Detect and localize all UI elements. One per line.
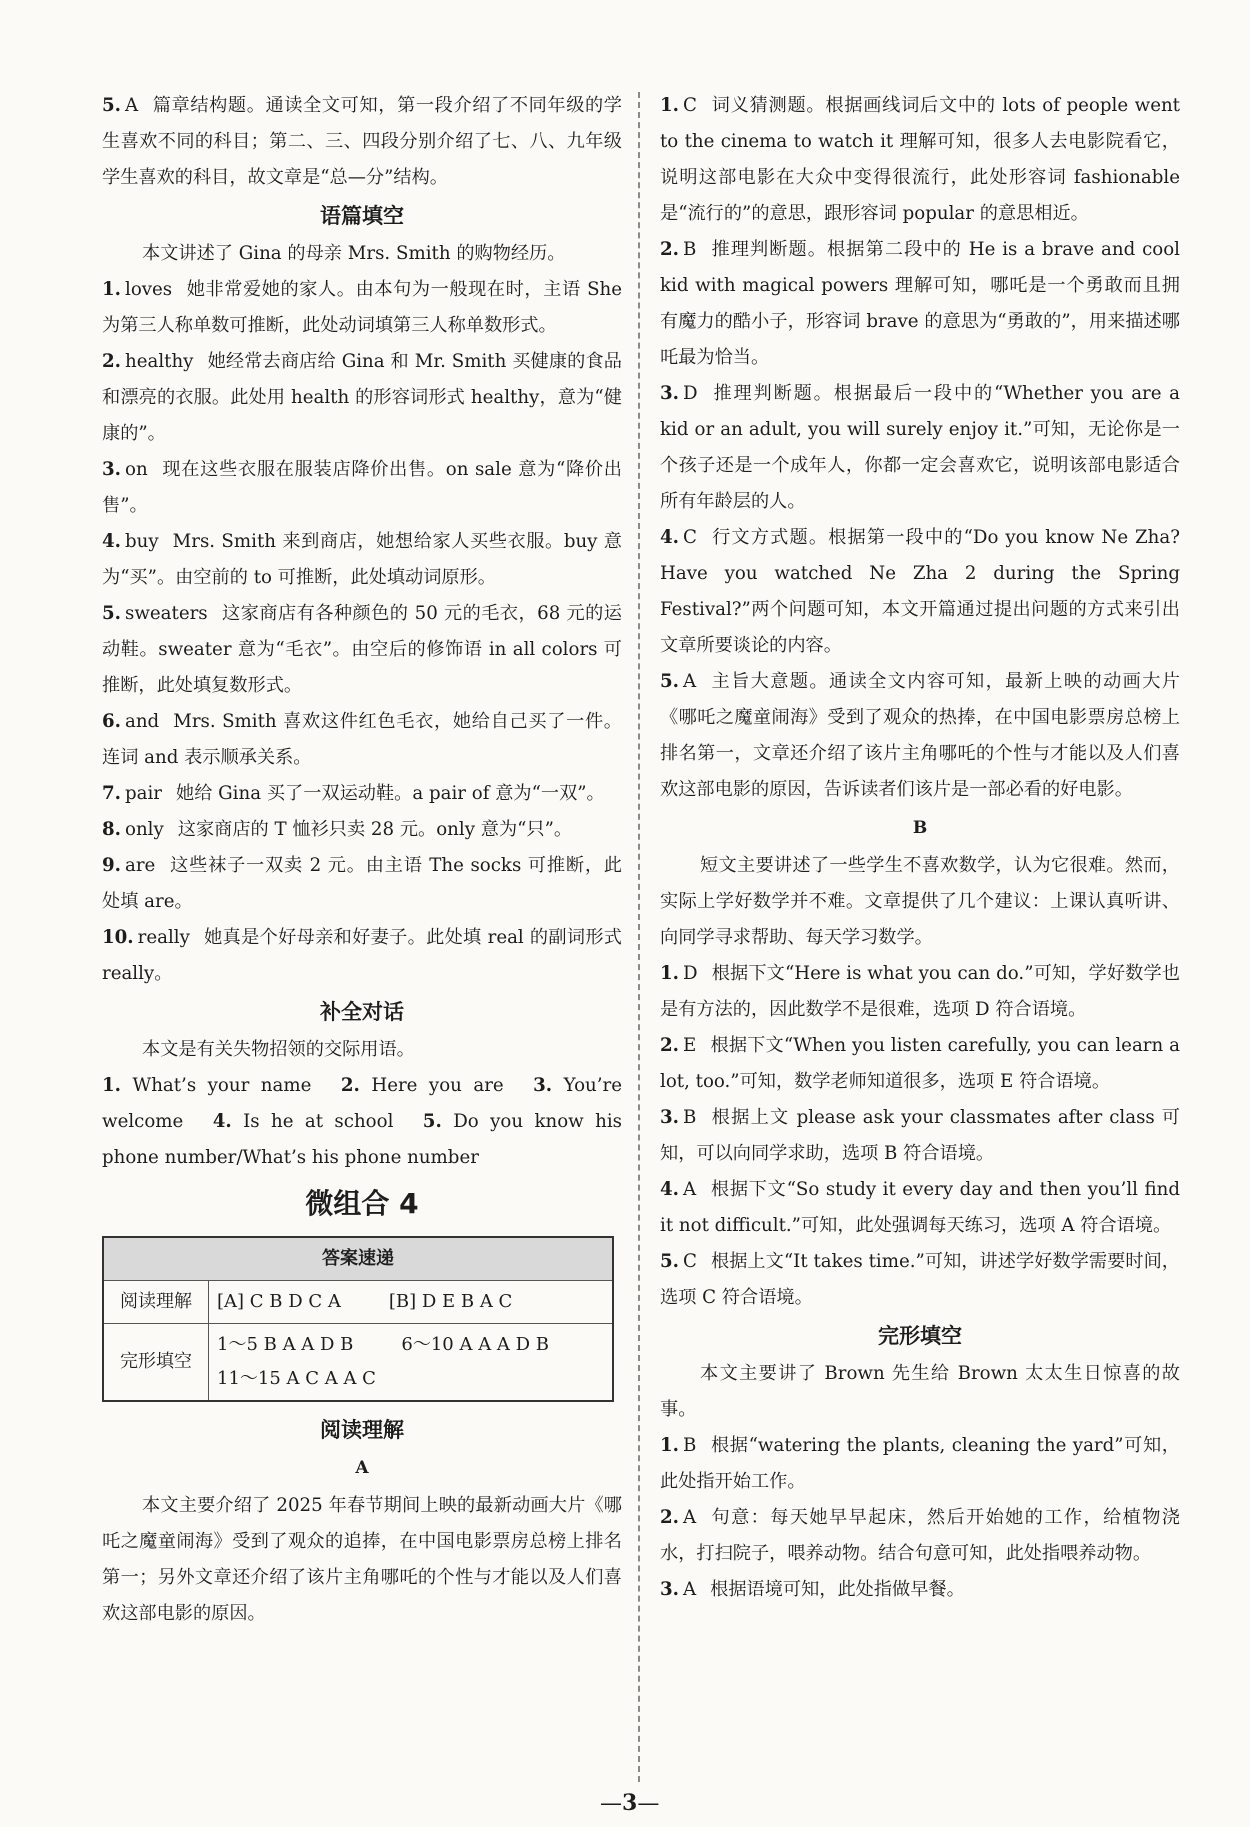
item-answer: E (683, 1035, 697, 1056)
item-number: 4. (660, 1179, 679, 1200)
item-number: 3. (660, 1107, 679, 1128)
answer-item (102, 272, 622, 344)
item-answer: are (125, 855, 156, 876)
item-answer: only (125, 819, 164, 840)
answer-item (660, 1172, 1180, 1244)
item-explanation: 推理判断题。根据第二段中的 He is a brave and cool kid with magical powers 理解可知，哪吒是一个勇敢而且拥有魔力的酷小子，形容词 brave 的意思为“勇敢的”，用来描述哪吒最为恰当。 (660, 239, 1180, 368)
item-explanation: 这家商店有各种颜色的 50 元的毛衣，68 元的运动鞋。sweater 意为“毛衣”。由空后的修饰语 in all colors 可推断，此处填复数形式。 (102, 603, 622, 696)
item-answer: A (683, 1179, 697, 1200)
page-number: — 3 — (600, 1790, 659, 1816)
cloze-items (660, 1428, 1180, 1608)
answer-item (660, 956, 1180, 1028)
section-title: 补全对话 (320, 1000, 404, 1024)
item-explanation: Mrs. Smith 喜欢这件红色毛衣，她给自己买了一件。连词 and 表示顺承关系。 (102, 711, 622, 768)
item-number: 2. (660, 1507, 679, 1528)
item-answer: A (683, 1507, 697, 1528)
item-number: 3. (660, 1579, 679, 1600)
item-number: 5. (102, 603, 121, 624)
item-number: 3. (660, 383, 679, 404)
item-number: 5. (660, 1251, 679, 1272)
item-answer: B (683, 1107, 697, 1128)
answer-item (102, 920, 622, 992)
answer-table (102, 1236, 614, 1402)
group-title: 微组合 4 (305, 1187, 419, 1220)
answer-item (102, 344, 622, 452)
item-answer: sweaters (125, 603, 208, 624)
item-answer: C (683, 95, 697, 116)
item-answer: A (683, 1579, 697, 1600)
answer-item (102, 524, 622, 596)
answer-item (660, 1428, 1180, 1500)
item-explanation: 词义猜测题。根据画线词后文中的 lots of people went to the cinema to watch it 理解可知，很多人去电影院看它，说明这部电影在大众中变得很流行，此处形容词 fashionable 是“流行的”的意思，跟形容词 popular 的意思相近。 (660, 95, 1180, 224)
answer-item (102, 704, 622, 776)
partA-items (660, 88, 1180, 808)
item-answer: pair (125, 783, 162, 804)
answer-table-header: 答案速递 (103, 1237, 613, 1281)
answer-item: 5. A 篇章结构题。通读全文可知，第一段介绍了不同年级的学生喜欢不同的科目；第二、三、四段分别介绍了七、八、九年级学生喜欢的科目，故文章是“总—分”结构。 (102, 95, 622, 188)
item-answer: D (683, 963, 698, 984)
answer-item (660, 1572, 1180, 1608)
answer-item (102, 452, 622, 524)
left-column (102, 88, 622, 1632)
item-number: 10. (102, 927, 134, 948)
answer-item (660, 1100, 1180, 1172)
item-explanation: 现在这些衣服在服装店降价出售。on sale 意为“降价出售”。 (102, 459, 622, 516)
item-explanation: 根据上文 please ask your classmates after class 可知，可以向同学求助，选项 B 符合语境。 (660, 1107, 1180, 1164)
item-answer: B (683, 1435, 697, 1456)
answer-item (660, 1028, 1180, 1100)
item-explanation: 她经常去商店给 Gina 和 Mr. Smith 买健康的食品和漂亮的衣服。此处用 health 的形容词形式 healthy，意为“健康的”。 (102, 351, 622, 444)
answer-item (102, 776, 622, 812)
item-answer: on (125, 459, 148, 480)
row-label: 完形填空 (103, 1324, 209, 1402)
section-title: 语篇填空 (320, 204, 404, 228)
item-explanation: 句意：每天她早早起床，然后开始她的工作，给植物浇水，打扫院子，喂养动物。结合句意可知，此处指喂养动物。 (660, 1507, 1180, 1564)
item-number: 8. (102, 819, 121, 840)
item-number: 1. (660, 95, 679, 116)
item-explanation: 她真是个好母亲和好妻子。此处填 real 的副词形式 really。 (102, 927, 622, 984)
item-explanation: 根据“watering the plants, cleaning the yard”可知，此处指开始工作。 (660, 1435, 1180, 1492)
item-number: 6. (102, 711, 121, 732)
item-explanation: 她非常爱她的家人。由本句为一般现在时，主语 She 为第三人称单数可推断，此处动词填第三人称单数形式。 (102, 279, 622, 336)
item-number: 3. (102, 459, 121, 480)
item-explanation: 根据下文“So study it every day and then you’ll find it not difficult.”可知，此处强调每天练习，选项 A 符合语境。 (660, 1179, 1180, 1236)
section-intro: 本文是有关失物招领的交际用语。 (142, 1039, 415, 1060)
row-values: 1～5 B A A D B 6～10 A A A D B 11～15 A C A A C (209, 1324, 614, 1402)
section-intro: 短文主要讲述了一些学生不喜欢数学，认为它很难。然而，实际上学好数学并不难。文章提供了几个建议：上课认真听讲、向同学寻求帮助、每天学习数学。 (660, 855, 1180, 948)
item-number: 7. (102, 783, 121, 804)
subsection-label: A (355, 1458, 369, 1478)
section1-items (102, 272, 622, 992)
row-values: [A] C B D C A [B] D E B A C (209, 1281, 614, 1324)
item-explanation: 这些袜子一双卖 2 元。由主语 The socks 可推断，此处填 are。 (102, 855, 622, 912)
item-answer: C (683, 527, 697, 548)
answer-item (660, 88, 1180, 232)
section-intro: 本文讲述了 Gina 的母亲 Mrs. Smith 的购物经历。 (142, 243, 566, 264)
item-explanation: 行文方式题。根据第一段中的“Do you know Ne Zha? Have you watched Ne Zha 2 during the Spring Festival?”两个问题可知，本文开篇通过提出问题的方式来引出文章所要谈论的内容。 (660, 527, 1180, 656)
section-intro: 本文主要介绍了 2025 年春节期间上映的最新动画大片《哪吒之魔童闹海》受到了观众的追捧，在中国电影票房总榜上排名第一；另外文章还介绍了该片主角哪吒的个性与才能以及人们喜欢这部电影的原因。 (102, 1495, 622, 1624)
item-number: 9. (102, 855, 121, 876)
answer-item (102, 848, 622, 920)
answer-item (660, 1500, 1180, 1572)
item-explanation: 这家商店的 T 恤衫只卖 28 元。only 意为“只”。 (177, 819, 573, 840)
item-explanation: 根据上文“It takes time.”可知，讲述学好数学需要时间，选项 C 符合语境。 (660, 1251, 1180, 1308)
item-answer: B (683, 239, 697, 260)
item-number: 2. (660, 1035, 679, 1056)
item-answer: and (125, 711, 160, 732)
item-answer: A (683, 671, 697, 692)
item-answer: buy (125, 531, 159, 552)
partB-items (660, 956, 1180, 1316)
item-number: 2. (660, 239, 679, 260)
item-number: 1. (102, 279, 121, 300)
answer-item (102, 812, 622, 848)
item-explanation: 她给 Gina 买了一双运动鞋。a pair of 意为“一双”。 (176, 783, 605, 804)
right-column (660, 88, 1180, 1608)
item-answer: really (137, 927, 190, 948)
item-explanation: 主旨大意题。通读全文内容可知，最新上映的动画大片《哪吒之魔童闹海》受到了观众的热捧，在中国电影票房总榜上排名第一，文章还介绍了该片主角哪吒的个性与才能以及人们喜欢这部电影的原因，告诉读者们该片是一部必看的好电影。 (660, 671, 1180, 800)
answer-item (660, 376, 1180, 520)
section-title: 完形填空 (878, 1324, 962, 1348)
row-label: 阅读理解 (103, 1281, 209, 1324)
item-number: 2. (102, 351, 121, 372)
dialogue-answers: 1. What’s your name 2. Here you are 3. You’re welcome 4. Is he at school 5. Do you know his phone number/What’s his phone number (102, 1075, 622, 1168)
item-answer: healthy (125, 351, 194, 372)
item-number: 4. (660, 527, 679, 548)
section-title: 阅读理解 (320, 1418, 404, 1442)
item-answer: D (683, 383, 698, 404)
section-intro: 本文主要讲了 Brown 先生给 Brown 太太生日惊喜的故事。 (660, 1363, 1180, 1420)
item-answer: loves (125, 279, 173, 300)
answer-item (660, 232, 1180, 376)
answer-item (102, 596, 622, 704)
column-divider (638, 92, 640, 1782)
item-explanation: Mrs. Smith 来到商店，她想给家人买些衣服。buy 意为“买”。由空前的 to 可推断，此处填动词原形。 (102, 531, 622, 588)
answer-item (660, 664, 1180, 808)
item-answer: C (683, 1251, 697, 1272)
item-number: 4. (102, 531, 121, 552)
item-number: 5. (660, 671, 679, 692)
answer-item (660, 520, 1180, 664)
item-explanation: 根据下文“When you listen carefully, you can learn a lot, too.”可知，数学老师知道很多，选项 E 符合语境。 (660, 1035, 1180, 1092)
subsection-label: B (912, 818, 928, 838)
item-explanation: 根据语境可知，此处指做早餐。 (710, 1579, 965, 1600)
item-explanation: 根据下文“Here is what you can do.”可知，学好数学也是有方法的，因此数学不是很难，选项 D 符合语境。 (660, 963, 1180, 1020)
item-explanation: 推理判断题。根据最后一段中的“Whether you are a kid or an adult, you will surely enjoy it.”可知，无论你是一个孩子还是一个成年人，你都一定会喜欢它，说明该部电影适合所有年龄层的人。 (660, 383, 1180, 512)
item-number: 1. (660, 963, 679, 984)
answer-item (660, 1244, 1180, 1316)
item-number: 1. (660, 1435, 679, 1456)
